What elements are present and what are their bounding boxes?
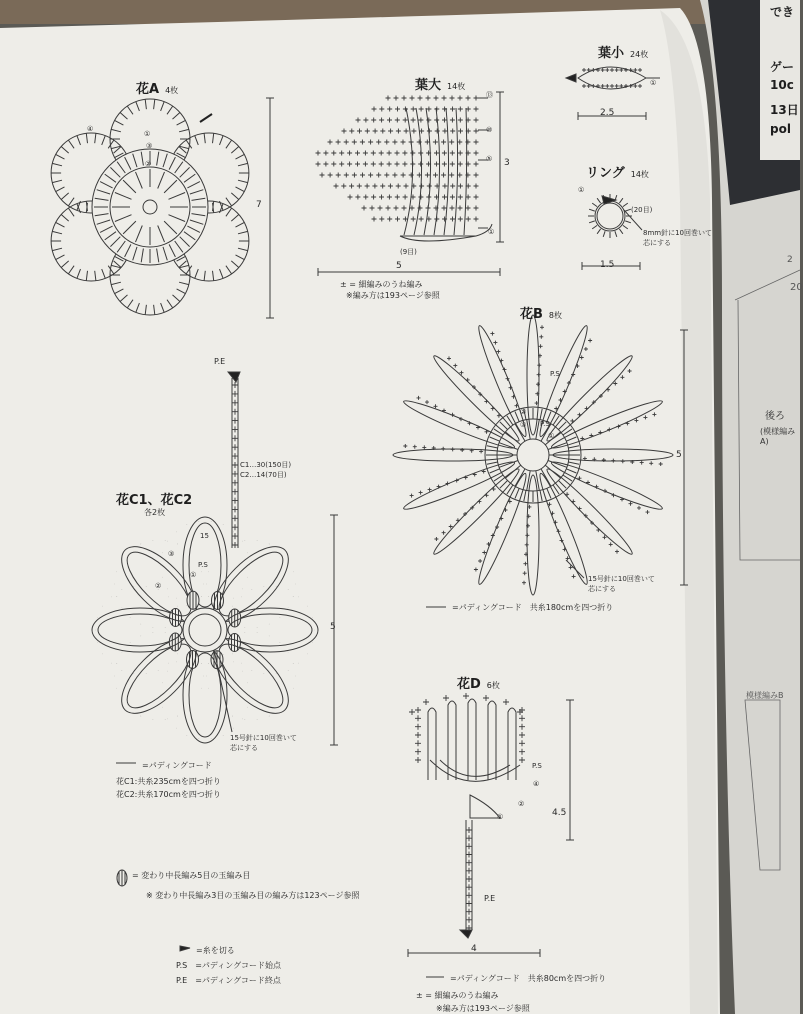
right-heading-1: でき	[770, 5, 795, 19]
right-back-label: 後ろ	[765, 411, 785, 422]
leaf-large-round-10: ⑩	[486, 126, 493, 134]
ring-note-2: 芯にする	[643, 239, 671, 247]
flower-d-legend: ± = 細編みのうね編み	[416, 991, 499, 1000]
flower-c-cord-c2: 花C2:共糸170cmを四つ折り	[116, 790, 221, 799]
flower-d-width: 4	[471, 944, 477, 954]
legend-ps: P.S =パディングコード始点	[176, 961, 281, 970]
leaf-large-legend: ± = 細編みのうね編み	[340, 280, 423, 289]
ring-title: リング 14枚	[586, 166, 649, 181]
right-heading-5: pol	[770, 122, 791, 136]
ring-note-1: 8mm針に10回巻いて	[643, 229, 712, 237]
ring-width: 1.5	[600, 260, 615, 270]
flower-c-ps: P.S	[198, 561, 208, 569]
flower-c-c2: C2…14(70目)	[240, 471, 287, 479]
flower-a-round-4: ④	[87, 125, 94, 133]
leaf-large-round-13: ⑬	[486, 91, 493, 99]
flower-d-cord: =パディングコード 共糸80cmを四つ折り	[450, 974, 607, 983]
flower-c-round-1: ①	[190, 571, 197, 579]
flower-b-round-3: ③	[520, 421, 527, 429]
flower-d-round-2: ②	[518, 800, 525, 808]
flower-c-pe: P.E	[214, 357, 226, 366]
flower-d-title: 花D 6枚	[457, 677, 500, 692]
leaf-large-round-1: ①	[488, 228, 495, 236]
leaf-large-legend-note: ※編み方は193ページ参照	[346, 291, 440, 300]
flower-c-title: 花C1、花C2	[116, 493, 193, 508]
flower-a-round-1: ①	[144, 130, 151, 138]
flower-c-note-2: 芯にする	[230, 744, 258, 752]
flower-c-round-3: ③	[168, 550, 175, 558]
flower-b-ps2: P.S	[540, 420, 550, 428]
flower-b-cord: =パディングコード 共糸180cmを四つ折り	[452, 603, 614, 612]
flower-a-round-3: ③	[146, 142, 153, 150]
flower-a-round-2: ②	[145, 160, 152, 168]
flower-b-round-2: ②	[520, 408, 527, 416]
leaf-small-width: 2.5	[600, 108, 615, 118]
right-number-20: 20	[790, 282, 803, 293]
right-heading-3: 10c	[770, 78, 794, 92]
flower-d-pe: P.E	[484, 894, 496, 903]
flower-c-c1: C1…30(150目)	[240, 461, 292, 469]
flower-c-cord-c1: 花C1:共糸235cmを四つ折り	[116, 777, 221, 786]
right-number-2: 2	[787, 255, 793, 265]
flower-b-title: 花B 8枚	[520, 307, 563, 322]
ring-round-1: ①	[578, 186, 585, 194]
leaf-large-width: 5	[396, 261, 402, 271]
leaf-large-title: 葉大 14枚	[415, 78, 466, 93]
right-heading-4: 13日	[770, 103, 799, 117]
flower-d-round-1: ①	[497, 813, 504, 821]
leaf-large-chain: (9目)	[400, 248, 417, 256]
flower-a-height: 7	[256, 200, 262, 210]
ring-sts: (20目)	[631, 206, 653, 214]
legend-cut: =糸を切る	[196, 946, 235, 955]
flower-c-st15: 15	[200, 532, 209, 540]
flower-b-height: 5	[676, 450, 682, 460]
flower-b-note-1: 15号針に10回巻いて	[588, 575, 655, 583]
flower-d-round-4: ④	[533, 780, 540, 788]
flower-c-height: 5	[330, 622, 336, 632]
flower-c-note-1: 15号針に10回巻いて	[230, 734, 297, 742]
flower-d-height: 4.5	[552, 808, 567, 818]
leaf-small-round-1: ①	[650, 79, 657, 87]
flower-c-count: 各2枚	[144, 508, 166, 517]
legend-bobble-note: ※ 変わり中長編み3目の玉編み目の編み方は123ページ参照	[146, 891, 360, 900]
legend-pe: P.E =パディングコード終点	[176, 976, 281, 985]
right-heading-2: ゲー	[770, 60, 795, 74]
flower-b-note-2: 芯にする	[588, 585, 616, 593]
right-pattern-b: 模様編みB	[746, 691, 784, 700]
legend-bobble: = 変わり中長編み5目の玉編み目	[132, 871, 251, 880]
main-page	[0, 8, 720, 1014]
flower-c-cord: =パディングコード	[142, 761, 212, 770]
flower-b-ps: P.S	[550, 370, 560, 378]
flower-d-ps: P.S	[532, 762, 542, 770]
leaf-small-title: 葉小 24枚	[598, 46, 649, 61]
leaf-large-height: 3	[504, 158, 510, 168]
flower-c-round-2: ②	[155, 582, 162, 590]
right-pattern-label: (模様編みA)	[760, 427, 796, 446]
flower-b-round-1: ①	[548, 432, 555, 440]
flower-a-title: 花A 4枚	[136, 82, 179, 97]
flower-d-legend-note: ※編み方は193ページ参照	[436, 1004, 530, 1013]
leaf-large-round-5: ⑤	[486, 155, 493, 163]
